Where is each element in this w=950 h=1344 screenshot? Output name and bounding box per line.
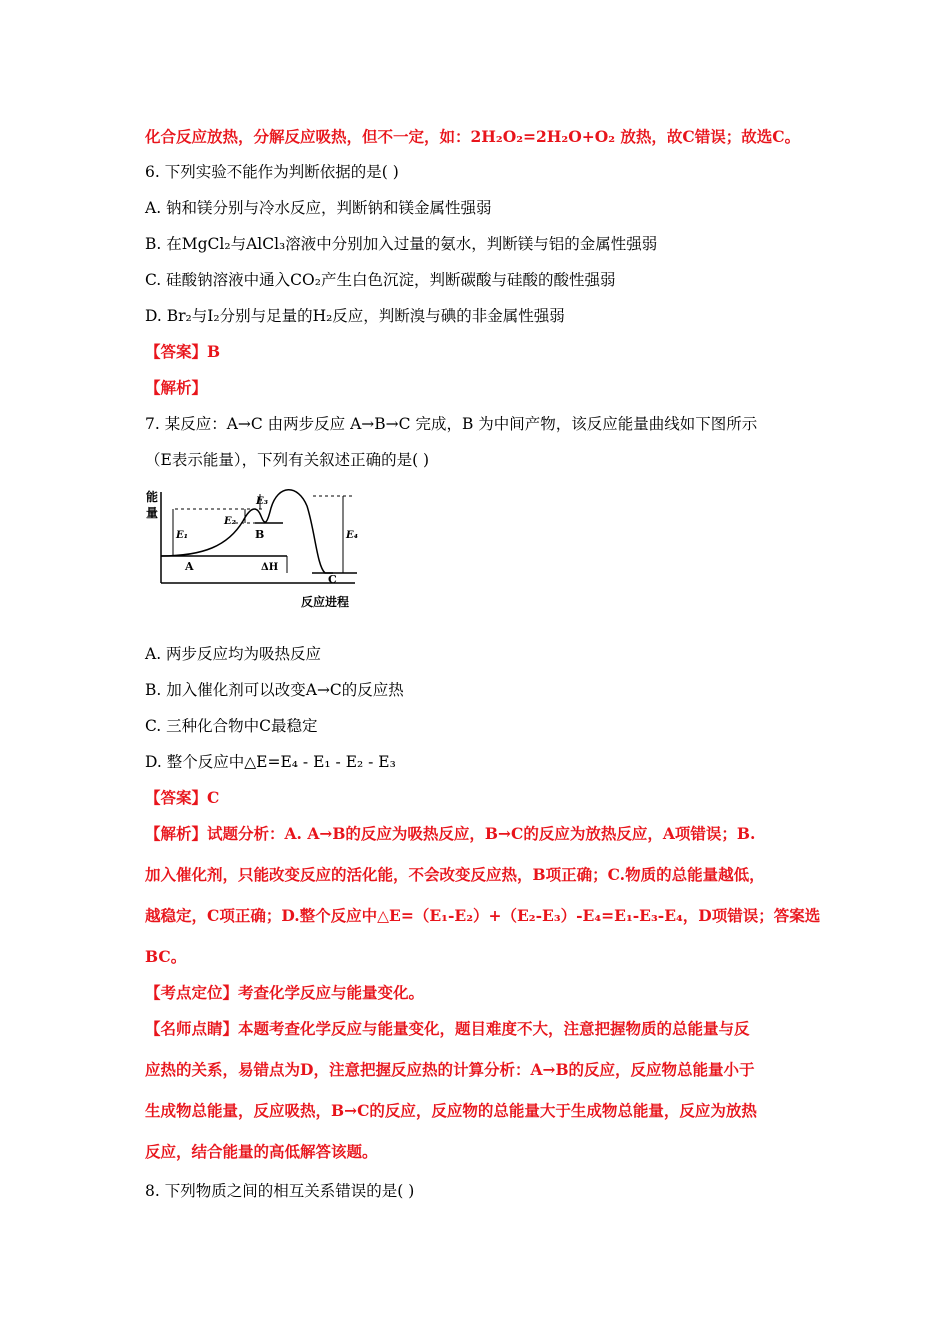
question-7-option-a: A. 两步反应均为吸热反应 (145, 645, 322, 663)
question-6-option-c: C. 硅酸钠溶液中通入CO₂产生白色沉淀，判断碳酸与硅酸的酸性强弱 (145, 271, 616, 289)
question-7-answer: 【答案】C (145, 788, 220, 807)
question-8: 8. 下列物质之间的相互关系错误的是( ) (145, 1182, 415, 1200)
energy-diagram (143, 486, 365, 610)
y-axis-label-top: 能 (146, 490, 159, 504)
question-7-option-b: B. 加入催化剂可以改变A→C的反应热 (145, 681, 404, 699)
question-7-teacher-note-3: 生成物总能量，反应吸热，B→C的反应，反应物的总能量大于生成物总能量，反应为放热 (145, 1101, 757, 1120)
question-7-analysis-3: 越稳定，C项正确；D.整个反应中△E=（E₁-E₂）+（E₂-E₃）-E₄=E₁-E₃-E₄，D项错误；答案选 (145, 906, 821, 925)
label-e1: E₁ (176, 530, 189, 541)
label-b: B (255, 528, 265, 541)
question-7-cont: （E表示能量），下列有关叙述正确的是( ) (145, 451, 430, 469)
label-e2: E₂ (224, 516, 237, 527)
question-7: 7. 某反应：A→C 由两步反应 A→B→C 完成，B 为中间产物，该反应能量曲线如下图所示 (145, 415, 758, 433)
question-7-analysis-4: BC。 (145, 947, 187, 966)
question-7-teacher-note-1: 【名师点睛】本题考查化学反应与能量变化，题目难度不大，注意把握物质的总能量与反 (145, 1019, 750, 1038)
question-6-option-b: B. 在MgCl₂与AlCl₃溶液中分别加入过量的氨水，判断镁与铝的金属性强弱 (145, 235, 658, 253)
question-6-analysis: 【解析】 (145, 378, 208, 397)
prev-answer-text: 化合反应放热，分解反应吸热，但不一定，如：2H₂O₂=2H₂O+O₂ 放热，故C错误；故选C。 (145, 127, 801, 146)
question-6-option-a: A. 钠和镁分别与冷水反应，判断钠和镁金属性强弱 (145, 199, 492, 217)
question-7-option-d: D. 整个反应中△E=E₄ - E₁ - E₂ - E₃ (145, 753, 396, 771)
label-e4: E₄ (346, 530, 359, 541)
question-7-teacher-note-4: 反应，结合能量的高低解答该题。 (145, 1142, 378, 1161)
x-axis-label: 反应进程 (301, 595, 350, 609)
question-7-analysis-1: 【解析】试题分析：A. A→B的反应为吸热反应，B→C的反应为放热反应，A项错误；B. (145, 824, 756, 843)
question-7-analysis-2: 加入催化剂，只能改变反应的活化能，不会改变反应热，B项正确；C.物质的总能量越低， (145, 865, 765, 884)
question-6-option-d: D. Br₂与I₂分别与足量的H₂反应，判断溴与碘的非金属性强弱 (145, 307, 565, 325)
label-delta-h: ΔH (261, 562, 279, 573)
label-e3: E₃ (256, 496, 269, 507)
question-7-key-point: 【考点定位】考查化学反应与能量变化。 (145, 983, 425, 1002)
question-7-teacher-note-2: 应热的关系，易错点为D，注意把握反应热的计算分析：A→B的反应，反应物总能量小于 (145, 1060, 755, 1079)
label-a: A (185, 560, 194, 573)
question-6-answer: 【答案】B (145, 342, 221, 361)
question-7-option-c: C. 三种化合物中C最稳定 (145, 717, 318, 735)
y-axis-label-bottom: 量 (146, 506, 159, 520)
question-6: 6. 下列实验不能作为判断依据的是( ) (145, 163, 399, 181)
label-c: C (328, 573, 337, 586)
